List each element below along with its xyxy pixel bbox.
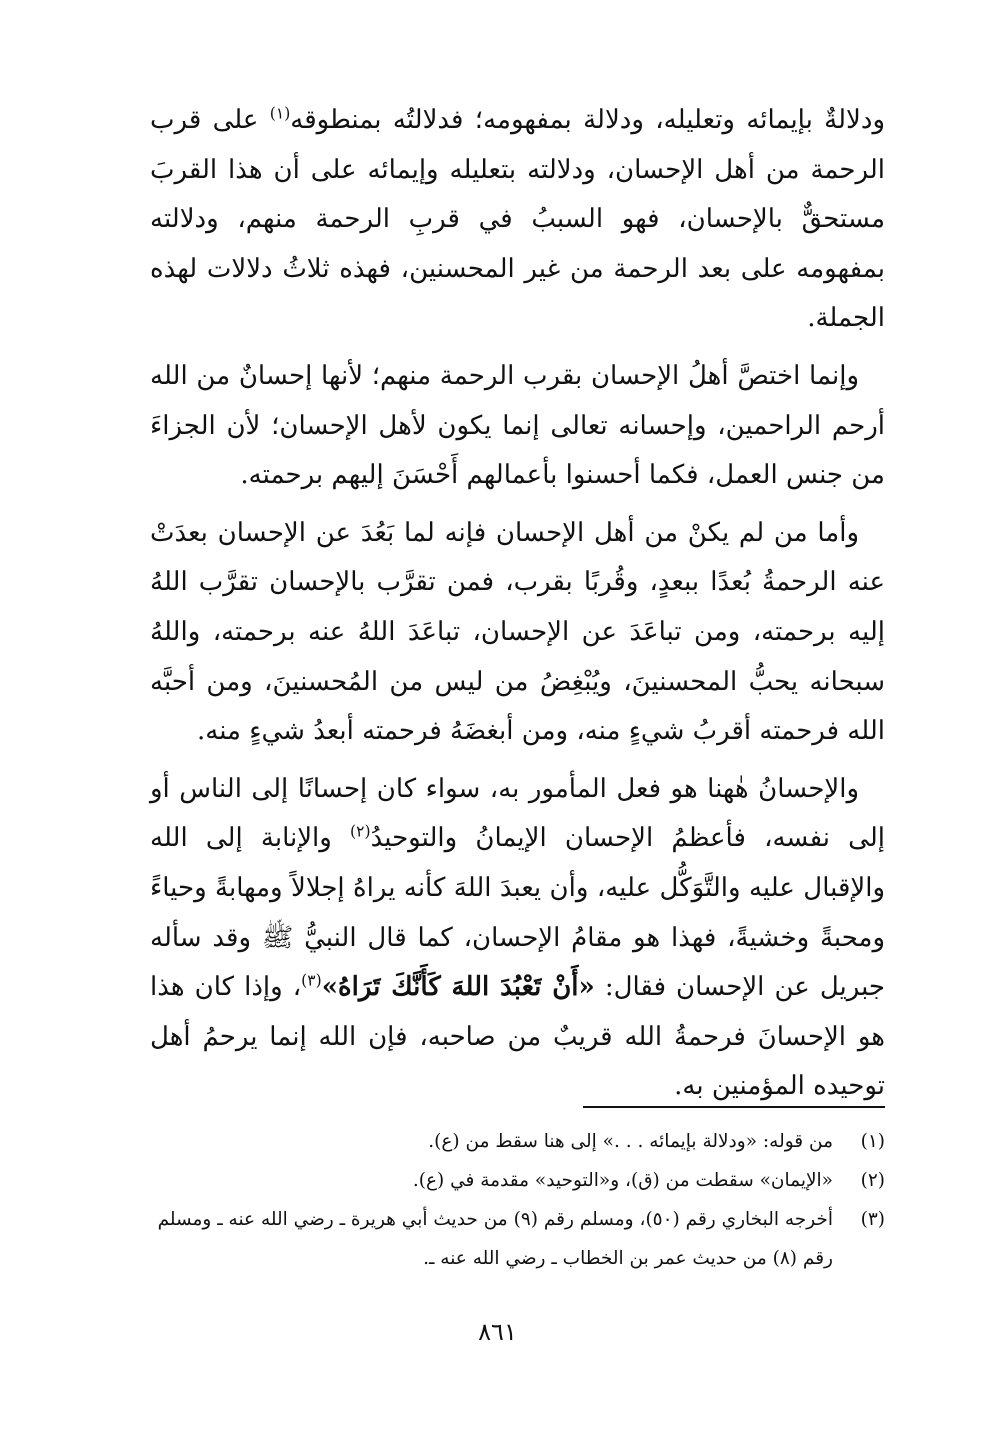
footnote-marker: (١) — [269, 104, 291, 123]
footnote-marker: (٢) — [350, 822, 371, 841]
footnote-marker: (٣) — [301, 971, 322, 990]
text-run: وأما من لم يكنْ من أهل الإحسان فإنه لما بَعُدَ عن الإحسان بعدَتْ عنه الرحمةُ بُعدًا ببعدٍ، وقُربًا بقرب، فمن تقرَّب بالإحسان تقرَّب اللهُ إليه برحمته، ومن تباعَدَ عن الإحسان، تباعَدَ اللهُ عنه برحمته، واللهُ سبحانه يحبُّ المحسنينَ، ويُبْغِضُ من ليس من المُحسنينَ، ومن أحبَّه الله فرحمته أقربُ شيءٍ منه، ومن أبغضَهُ فرحمته أبعدُ شيءٍ منه. — [150, 517, 885, 747]
page-number: ٨٦١ — [478, 1318, 517, 1346]
paragraph — [150, 352, 885, 501]
footnote-number: (٢) — [860, 1170, 885, 1191]
footnotes — [140, 1122, 885, 1278]
footnote-text: أخرجه البخاري رقم (٥٠)، ومسلم رقم (٩) من حديث أبي هريرة ـ رضي الله عنه ـ ومسلم رقم (٨) من حديث عمر بن الخطاب ـ رضي الله عنه ـ. — [157, 1209, 833, 1269]
footnote-separator — [583, 1106, 885, 1108]
text-run: والإنابة إلى الله والإقبال عليه والتَّوَكُّل عليه، وأن يعبدَ اللهَ كأنه يراهُ إجلالاً ومهابةً وحياءً ومحبةً وخشيةً، فهذا هو مقامُ الإحسان، كما قال النبيُّ ﷺ وقد سأله جبريل عن الإحسان فقال: — [150, 823, 886, 1003]
paragraph — [150, 509, 885, 757]
footnote — [140, 1122, 885, 1161]
footnote — [140, 1200, 885, 1278]
footnote-text: «الإيمان» سقطت من (ق)، و«التوحيد» مقدمة في (ع). — [412, 1170, 833, 1191]
footnote-number: (١) — [860, 1131, 885, 1152]
paragraph — [150, 765, 885, 1112]
text-run: ودلالةٌ بإيمائه وتعليله، ودلالة بمفهومه؛ فدلالتُه بمنطوقه — [290, 105, 885, 135]
main-text — [150, 96, 885, 1112]
text-run: والإحسانُ هٰهنا هو فعل المأمور به، سواء كان إحسانًا إلى الناس أو إلى نفسه، فأعظمُ الإحسان الإيمانُ والتوحيدُ — [150, 773, 886, 854]
text-run: وإنما اختصَّ أهلُ الإحسان بقرب الرحمة منهم؛ لأنها إحسانٌ من الله أرحم الراحمين، وإحسانه تعالى إنما يكون لأهل الإحسان؛ لأن الجزاءَ من جنس العمل، فكما أحسنوا بأعمالهم أَحْسَنَ إليهم برحمته. — [150, 360, 885, 491]
footnote — [140, 1161, 885, 1200]
text-run: على قرب الرحمة من أهل الإحسان، ودلالته بتعليله وإيمائه على أن هذا القربَ مستحقٌّ بالإحسان، فهو السببُ في قربِ الرحمة منهم، ودلالته بمفهومه على بعد الرحمة من غير المحسنين، فهذه ثلاثُ دلالات لهذه الجملة. — [150, 105, 885, 334]
text-run: ، وإذا كان هذا هو الإحسانَ فرحمةُ الله قريبٌ من صاحبه، فإن الله إنما يرحمُ أهل توحيده المؤمنين به. — [150, 972, 885, 1102]
paragraph — [150, 96, 885, 344]
footnote-number: (٣) — [860, 1209, 885, 1230]
footnote-text: من قوله: «ودلالة بإيمائه . . .» إلى هنا سقط من (ع). — [428, 1131, 833, 1152]
hadith-quote: «أَنْ تَعْبُدَ اللهَ كَأَنَّكَ تَرَاهُ» — [321, 972, 595, 1003]
